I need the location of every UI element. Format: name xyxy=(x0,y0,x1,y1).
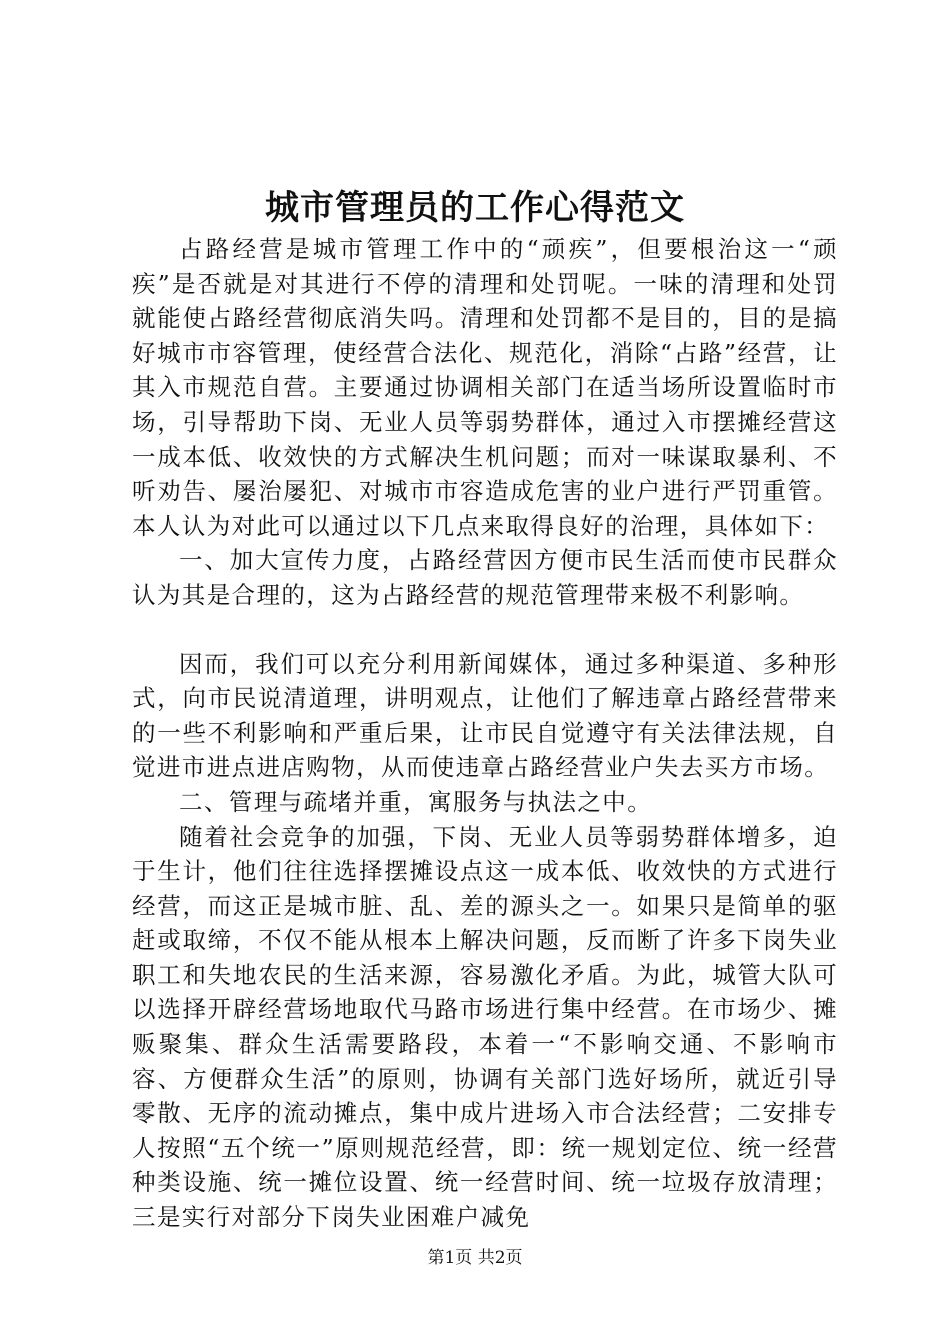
paragraph-publicity: 因而，我们可以充分利用新闻媒体，通过多种渠道、多种形式，向市民说清道理，讲明观点，让他们了解违章占路经营带来的一些不利影响和严重后果，让市民自觉遵守有关法律法规，自觉进市进点进店购物，从而使违章占路经营业户失去买方市场。 xyxy=(132,649,838,782)
page-number-footer: 第1页 共2页 xyxy=(427,1248,523,1268)
document-title: 城市管理员的工作心得范文 xyxy=(265,188,685,228)
paragraph-point-one: 一、加大宣传力度，占路经营因方便市民生活而使市民群众认为其是合理的，这为占路经营的规范管理带来极不利影响。 xyxy=(132,546,838,609)
document-body xyxy=(132,232,838,1235)
paragraph-point-two: 二、管理与疏堵并重，寓服务与执法之中。 xyxy=(179,787,653,816)
paragraph-intro: 占路经营是城市管理工作中的“顽疾”，但要根治这一“顽疾”是否就是对其进行不停的清理和处罚呢。一味的清理和处罚就能使占路经营彻底消失吗。清理和处罚都不是目的，目的是搞好城市市容管理，使经营合法化、规范化，消除“占路”经营，让其入市规范自营。主要通过协调相关部门在适当场所设置临时市场，引导帮助下岗、无业人员等弱势群体，通过入市摆摊经营这一成本低、收效快的方式解决生机问题；而对一味谋取暴利、不听劝告、屡治屡犯、对城市市容造成危害的业户进行严罚重管。本人认为对此可以通过以下几点来取得良好的治理，具体如下： xyxy=(132,235,838,540)
paragraph-management: 随着社会竞争的加强，下岗、无业人员等弱势群体增多，迫于生计，他们往往选择摆摊设点这一成本低、收效快的方式进行经营，而这正是城市脏、乱、差的源头之一。如果只是简单的驱赶或取缔，不仅不能从根本上解决问题，反而断了许多下岗失业职工和失地农民的生活来源，容易激化矛盾。为此，城管大队可以选择开辟经营场地取代马路市场进行集中经营。在市场少、摊贩聚集、群众生活需要路段，本着一“不影响交通、不影响市容、方便群众生活”的原则，协调有关部门选好场所，就近引导零散、无序的流动摊点，集中成片进场入市合法经营；二安排专人按照“五个统一”原则规范经营，即：统一规划定位、统一经营种类设施、统一摊位设置、统一经营时间、统一垃圾存放清理；三是实行对部分下岗失业困难户减免 xyxy=(132,822,838,1232)
